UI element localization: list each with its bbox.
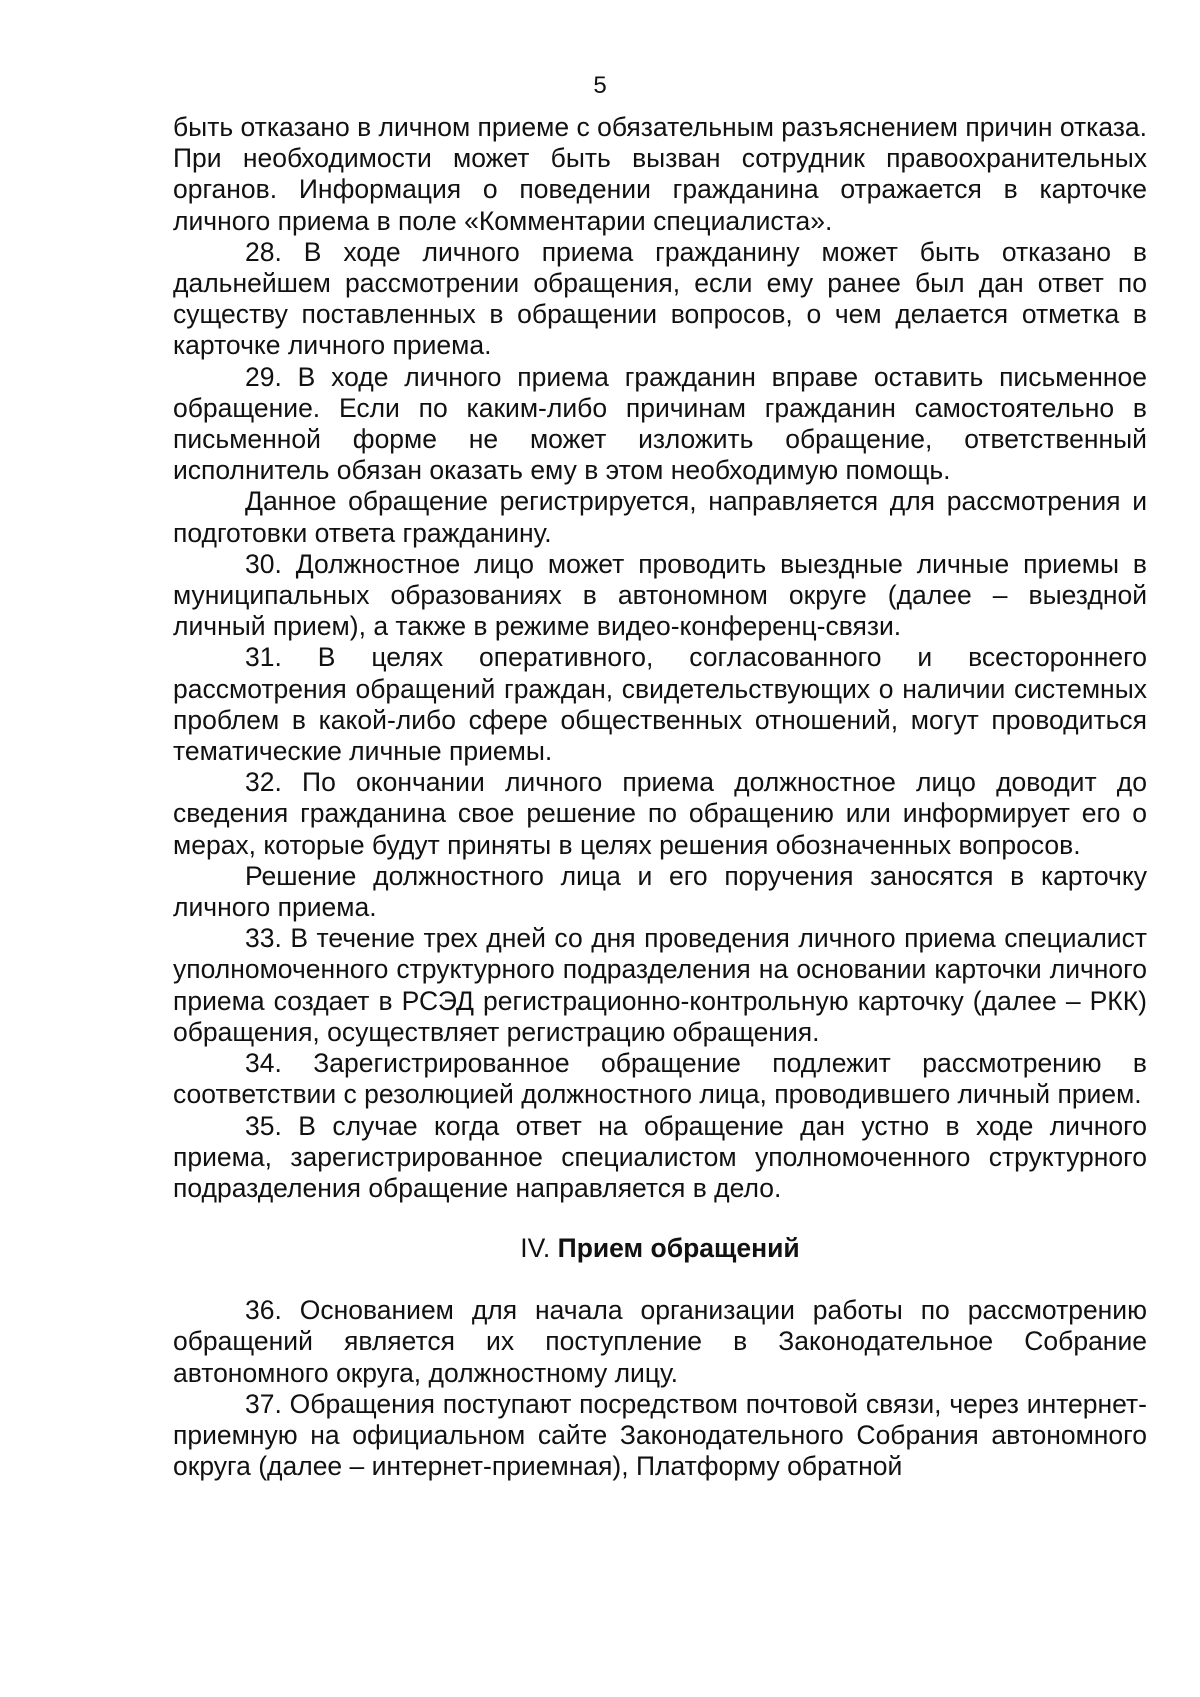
paragraph-36: 36. Основанием для начала организации работы по рассмотрению обращений является их поступление в Законодательное Собрание автономного округа, должностному лицу. bbox=[173, 1295, 1147, 1388]
paragraph-33: 33. В течение трех дней со дня проведения личного приема специалист уполномоченного структурного подразделения на основании карточки личного приема создает в РСЭД регистрационно-контрольную карточку (далее – РКК) обращения, осуществляет регистрацию обращения. bbox=[173, 923, 1147, 1047]
document-body bbox=[173, 112, 1147, 1482]
paragraph-34: 34. Зарегистрированное обращение подлежит рассмотрению в соответствии с резолюцией должностного лица, проводившего личный прием. bbox=[173, 1048, 1147, 1110]
paragraph-32: 32. По окончании личного приема должностное лицо доводит до сведения гражданина свое решение по обращению или информирует его о мерах, которые будут приняты в целях решения обозначенных вопросов. bbox=[173, 767, 1147, 860]
section-title: Прием обращений bbox=[557, 1233, 800, 1264]
paragraph-29-registration: Данное обращение регистрируется, направляется для рассмотрения и подготовки ответа гражданину. bbox=[173, 486, 1147, 548]
paragraph-28: 28. В ходе личного приема гражданину может быть отказано в дальнейшем рассмотрении обращения, если ему ранее был дан ответ по существу поставленных в обращении вопросов, о чем делается отметка в карточке личного приема. bbox=[173, 236, 1147, 361]
paragraph-30: 30. Должностное лицо может проводить выездные личные приемы в муниципальных образованиях в автономном округе (далее – выездной личный прием), а также в режиме видео-конференц-связи. bbox=[173, 548, 1147, 642]
paragraph-37: 37. Обращения поступают посредством почтовой связи, через интернет-приемную на официальном сайте Законодательного Собрания автономного округа (далее – интернет-приемная), Платформу обратной bbox=[173, 1388, 1147, 1482]
paragraph-29: 29. В ходе личного приема гражданин вправе оставить письменное обращение. Если по каким-либо причинам гражданин самостоятельно в письменной форме не может изложить обращение, ответственный исполнитель обязан оказать ему в этом необходимую помощь. bbox=[173, 361, 1147, 486]
paragraph-35: 35. В случае когда ответ на обращение дан устно в ходе личного приема, зарегистрированное специалистом уполномоченного структурного подразделения обращение направляется в дело. bbox=[173, 1110, 1147, 1203]
paragraph-continuation: быть отказано в личном приеме с обязательным разъяснением причин отказа. При необходимости может быть вызван сотрудник правоохранительных органов. Информация о поведении гражданина отражается в карточке личного приема в поле «Комментарии специалиста». bbox=[173, 112, 1148, 236]
paragraph-32-decision: Решение должностного лица и его поручения заносятся в карточку личного приема. bbox=[173, 860, 1147, 923]
paragraph-31: 31. В целях оперативного, согласованного и всестороннего рассмотрения обращений граждан, свидетельствующих о наличии системных проблем в какой-либо сфере общественных отношений, могут проводиться тематические личные приемы. bbox=[173, 642, 1147, 767]
section-heading bbox=[173, 1233, 1147, 1264]
section-numeral: IV. bbox=[520, 1233, 551, 1264]
page-number: 5 bbox=[593, 72, 607, 99]
